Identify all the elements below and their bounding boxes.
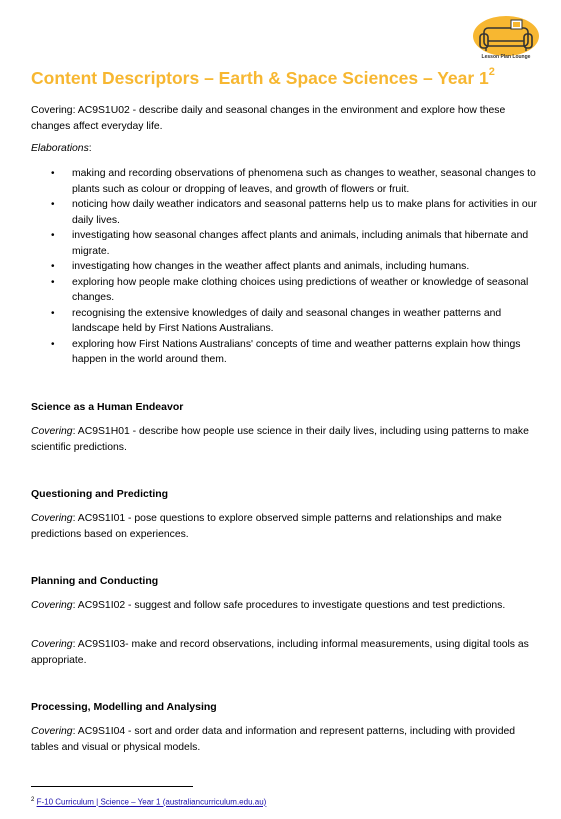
bullet-icon: • xyxy=(51,338,55,350)
bullet-icon: • xyxy=(51,199,55,210)
covering-planning-1 xyxy=(31,598,543,614)
page-title xyxy=(31,68,495,89)
list-item xyxy=(31,306,543,337)
covering-label: Covering xyxy=(31,426,73,437)
covering-text: : AC9S1I03- make and record observations, including informal measurements, using digital tools as appropriate. xyxy=(31,639,529,666)
covering-label: Covering xyxy=(31,639,73,650)
covering-human-endeavor xyxy=(31,424,543,455)
covering-questioning xyxy=(31,511,543,542)
covering-main-label: Covering xyxy=(31,105,73,116)
covering-text: : AC9S1I02 - suggest and follow safe procedures to investigate questions and test predictions. xyxy=(72,600,506,611)
covering-main-text: : AC9S1U02 - describe daily and seasonal changes in the environment and explore how these changes affect everyday life. xyxy=(31,105,506,132)
list-item-text: exploring how people make clothing choices using predictions of weather or knowledge of seasonal changes. xyxy=(72,276,529,303)
list-item xyxy=(31,275,543,306)
covering-text: : AC9S1H01 - describe how people use science in their daily lives, including using patterns to make scientific predictions. xyxy=(31,426,529,453)
list-item-text: recognising the extensive knowledges of daily and seasonal changes in weather patterns and landscape held by First Nations Australians. xyxy=(72,307,502,334)
footnote-link[interactable]: F-10 Curriculum | Science – Year 1 (australiancurriculum.edu.au) xyxy=(36,797,267,807)
covering-main xyxy=(31,103,543,134)
footnote xyxy=(31,797,266,807)
covering-label: Covering xyxy=(31,726,73,737)
bullet-icon: • xyxy=(51,261,55,272)
covering-text: : AC9S1I04 - sort and order data and information and represent patterns, including with provided tables and visual or physical models. xyxy=(31,726,516,753)
page-title-text: Content Descriptors – Earth & Space Sciences – Year 1 xyxy=(31,68,489,88)
section-heading-human-endeavor: Science as a Human Endeavor xyxy=(31,401,184,413)
elaborations-list xyxy=(31,166,543,368)
list-item-text: investigating how seasonal changes affect plants and animals, including animals that hibernate and migrate. xyxy=(72,230,529,257)
covering-text: : AC9S1I01 - pose questions to explore observed simple patterns and relationships and make predictions based on experiences. xyxy=(31,513,502,540)
covering-processing xyxy=(31,724,543,755)
footnote-number: 2 xyxy=(31,797,35,803)
covering-label: Covering xyxy=(31,513,73,524)
list-item-text: noticing how daily weather indicators and seasonal patterns help us to make plans for activities in our daily lives. xyxy=(72,199,537,226)
bullet-icon: • xyxy=(51,230,55,241)
section-heading-planning: Planning and Conducting xyxy=(31,575,159,587)
list-item-text: exploring how First Nations Australians' concepts of time and weather patterns explain how things happen in the world around them. xyxy=(72,338,521,365)
elaborations-label: Elaborations xyxy=(31,143,89,154)
section-heading-processing: Processing, Modelling and Analysing xyxy=(31,701,217,713)
logo-caption: Lesson Plan Lounge xyxy=(481,54,531,60)
list-item-text: investigating how changes in the weather affect plants and animals, including humans. xyxy=(72,261,470,272)
list-item xyxy=(31,197,543,228)
section-heading-questioning: Questioning and Predicting xyxy=(31,488,169,500)
bullet-icon: • xyxy=(51,168,55,179)
list-item-text: making and recording observations of phenomena such as changes to weather, seasonal changes to plants such as colour or dropping of leaves, and growth of flowers or fruit. xyxy=(72,168,536,195)
elaborations-heading xyxy=(31,141,543,157)
covering-planning-2 xyxy=(31,637,543,668)
covering-label: Covering xyxy=(31,600,73,611)
list-item xyxy=(31,228,543,259)
list-item xyxy=(31,259,543,275)
bullet-icon: • xyxy=(51,307,55,319)
footnote-divider xyxy=(31,786,193,787)
list-item xyxy=(31,166,543,197)
list-item xyxy=(31,337,543,368)
title-footnote-ref: 2 xyxy=(488,66,495,79)
elaborations-colon: : xyxy=(88,143,92,154)
bullet-icon: • xyxy=(51,276,55,288)
lesson-plan-lounge-logo xyxy=(470,14,542,74)
